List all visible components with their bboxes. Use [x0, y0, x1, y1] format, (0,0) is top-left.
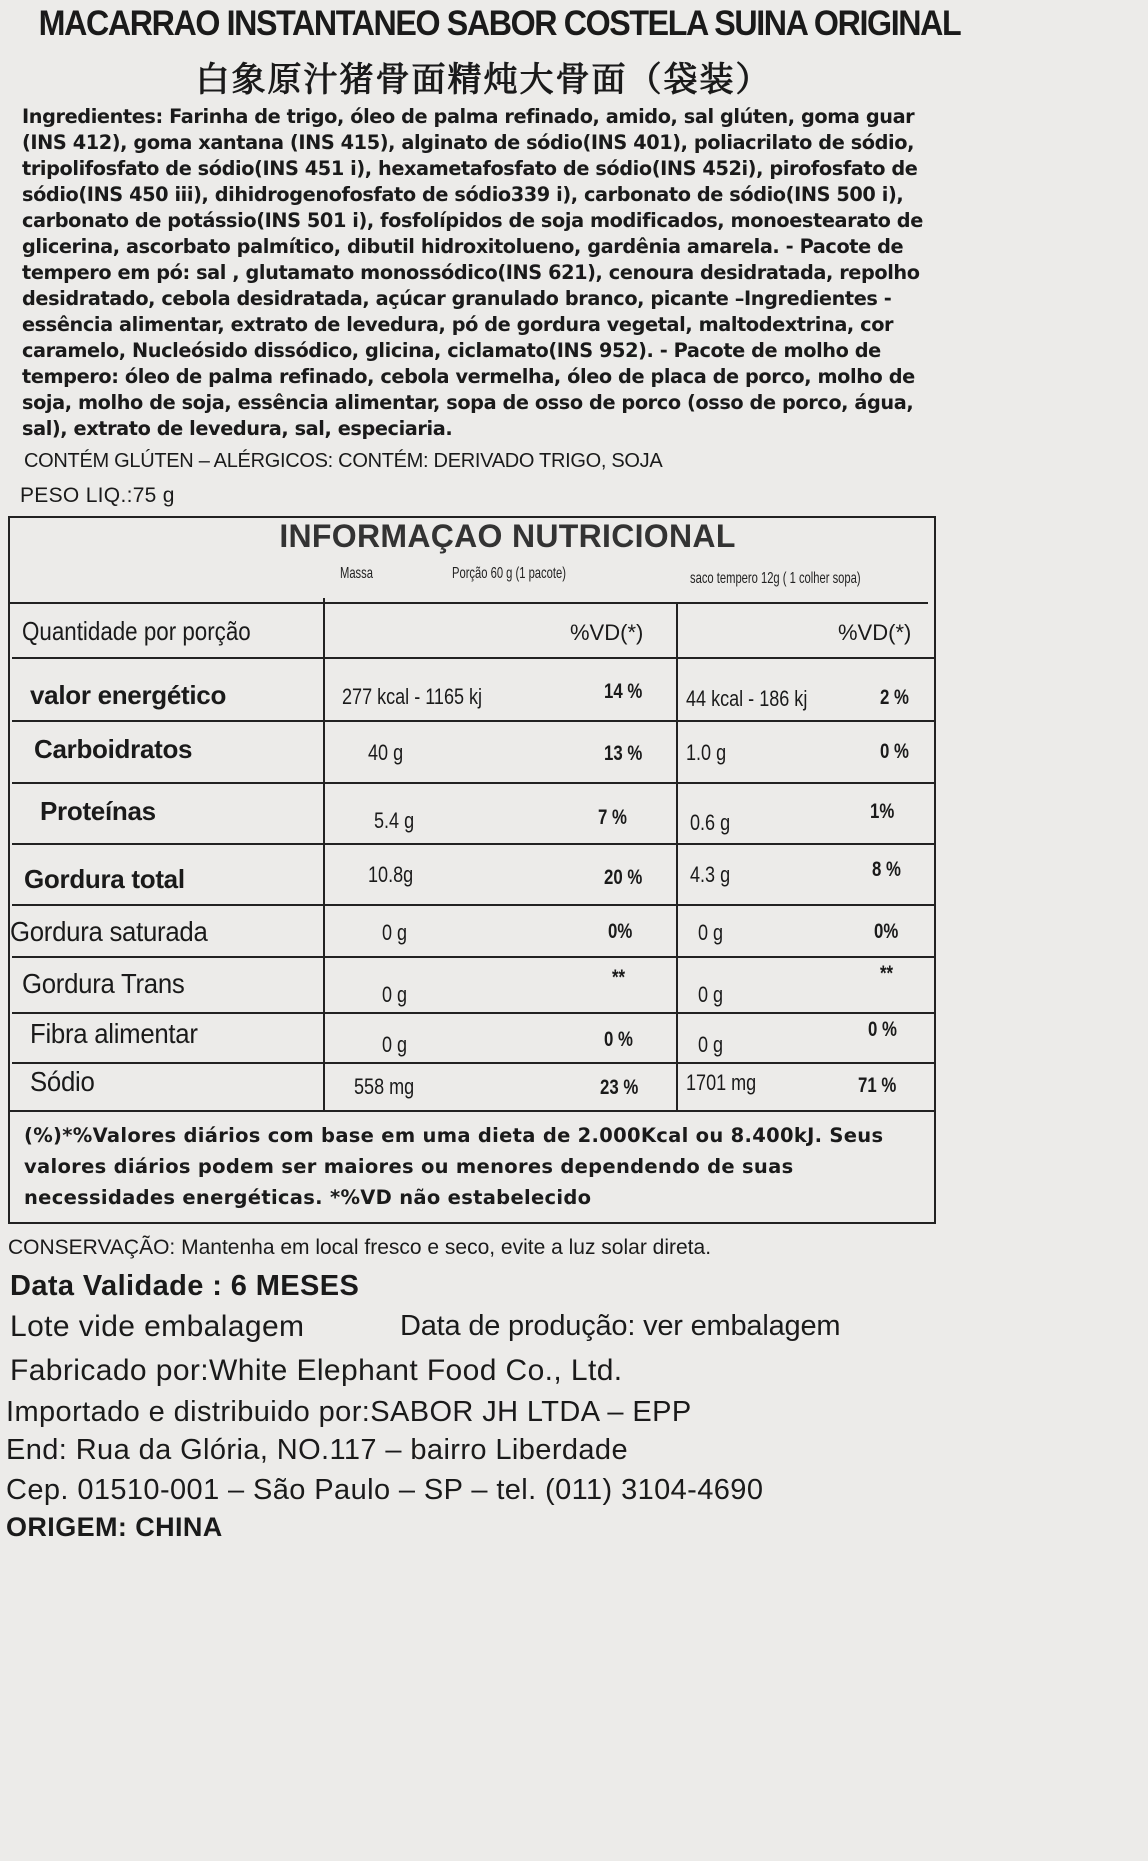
ingredients-text: Ingredientes: Farinha de trigo, óleo de palma refinado, amido, sal glúten, goma guar (INS 412), goma xantana (INS 415), alginato de sódio(INS 401), poliacrilato de sódio, tripolifosfato de sódio(INS 451 i), hexametafosfato de sódio(INS 452i), pirofosfato de sódio(INS 450 iii), dihidrogenofosfato de sódio339 i), carbonato de sódio(INS 500 i), carbonato de potássio(INS 501 i), fosfolípidos de soja modificados, monoestearato de glicerina, ascorbato palmítico, dibutil hidroxitolueno, gardênia amarela. - Pacote de tempero em pó: sal , glutamato monossódico(INS 621), cenoura desidratada, repolho desidratado, cebola desidratada, açúcar granulado branco, picante –Ingredientes - essência alimentar, extrato de levedura, pó de gordura vegetal, maltodextrina, cor caramelo, Nucleósido dissódico, glicina, ciclamato(INS 952). - Pacote de molho de tempero: óleo de palma refinado, cebola vermelha, óleo de placa de porco, molho de soja, molho de soja, essência alimentar, sopa de osso de porco (osso de porco, água, sal), extrato de levedura, sal, especiaria.: [22, 105, 923, 440]
table-divider: [12, 782, 934, 784]
column-porcao: Porção 60 g (1 pacote): [452, 565, 566, 582]
nutrient-label: Sódio: [30, 1066, 95, 1097]
nutrient-pct-massa: 23 %: [600, 1076, 639, 1099]
nutrient-value-massa: 10.8g: [368, 862, 414, 887]
nutrient-value-massa: 5.4 g: [374, 808, 415, 833]
product-title-pt: MACARRAO INSTANTANEO SABOR COSTELA SUINA ORIGINAL: [38, 4, 961, 43]
nutrient-pct-tempero: 2 %: [880, 686, 909, 709]
table-divider: [12, 1062, 934, 1064]
address-info: End: Rua da Glória, NO.117 – bairro Liberdade: [6, 1434, 628, 1466]
nutrient-label: Proteínas: [40, 796, 156, 826]
zip-phone-info: Cep. 01510-001 – São Paulo – SP – tel. (011) 3104-4690: [6, 1474, 764, 1506]
table-column-line: [676, 602, 678, 1110]
nutrient-label: Gordura saturada: [10, 916, 208, 947]
header-quantity-label: Quantidade por porção: [22, 616, 251, 646]
nutrient-value-tempero: 0.6 g: [690, 810, 731, 835]
nutrient-pct-tempero: 0 %: [880, 740, 909, 763]
table-divider: [12, 843, 934, 845]
column-tempero: saco tempero 12g ( 1 colher sopa): [690, 570, 861, 587]
nutrition-title: INFORMAÇAO NUTRICIONAL: [279, 518, 736, 554]
nutrient-label: Gordura Trans: [22, 968, 185, 999]
nutrient-pct-massa: **: [612, 966, 626, 989]
nutrient-label: Gordura total: [24, 864, 185, 894]
manufacturer-info: Fabricado por:White Elephant Food Co., Ltd.: [10, 1354, 623, 1387]
allergen-statement: CONTÉM GLÚTEN – ALÉRGICOS: CONTÉM: DERIVADO TRIGO, SOJA: [24, 450, 663, 472]
nutrient-value-massa: 277 kcal - 1165 kj: [342, 684, 483, 709]
column-massa: Massa: [340, 565, 373, 582]
daily-value-footnote: (%)*%Valores diários com base em uma dieta de 2.000Kcal ou 8.400kJ. Seus valores diários podem ser maiores ou menores dependendo de suas necessidades energéticas. *%VD não estabelecido: [24, 1124, 884, 1209]
nutrient-pct-massa: 0%: [608, 920, 633, 943]
nutrient-pct-massa: 13 %: [604, 742, 643, 765]
table-column-line: [323, 598, 325, 1110]
nutrient-pct-massa: 0 %: [604, 1028, 633, 1051]
net-weight: PESO LIQ.:75 g: [20, 484, 175, 507]
table-divider: [12, 720, 934, 722]
nutrient-value-tempero: 4.3 g: [690, 862, 731, 887]
nutrient-value-massa: 0 g: [382, 982, 408, 1007]
nutrient-value-tempero: 0 g: [698, 1032, 724, 1057]
nutrient-value-massa: 0 g: [382, 920, 408, 945]
nutrient-label: valor energético: [30, 680, 227, 710]
nutrient-value-tempero: 0 g: [698, 982, 724, 1007]
importer-info: Importado e distribuido por:SABOR JH LTDA – EPP: [6, 1396, 692, 1428]
nutrient-value-tempero: 1701 mg: [686, 1070, 757, 1095]
nutrient-value-massa: 558 mg: [354, 1074, 415, 1099]
expiry-info: Data Validade : 6 MESES: [10, 1270, 360, 1302]
storage-instructions: CONSERVAÇÃO: Mantenha em local fresco e seco, evite a luz solar direta.: [8, 1236, 712, 1259]
nutrient-value-tempero: 1.0 g: [686, 740, 727, 765]
nutrient-value-massa: 40 g: [368, 740, 404, 765]
origin-info: ORIGEM: CHINA: [6, 1512, 223, 1542]
product-title-cn: 白象原汁猪骨面精炖大骨面（袋装）: [195, 60, 772, 100]
table-divider: [8, 602, 928, 604]
table-divider: [12, 1012, 934, 1014]
nutrient-label: Carboidratos: [34, 734, 193, 764]
nutrient-pct-tempero: 0%: [874, 920, 899, 943]
nutrient-value-tempero: 0 g: [698, 920, 724, 945]
nutrient-value-massa: 0 g: [382, 1032, 408, 1057]
nutrient-value-tempero: 44 kcal - 186 kj: [686, 686, 808, 711]
nutrient-pct-tempero: 71 %: [858, 1074, 897, 1097]
nutrient-pct-tempero: 1%: [870, 800, 895, 823]
table-divider: [12, 904, 934, 906]
lot-info: Lote vide embalagem: [10, 1310, 305, 1343]
header-pct-tempero: %VD(*): [838, 620, 912, 645]
nutrient-pct-tempero: 8 %: [872, 858, 901, 881]
table-divider: [12, 956, 934, 958]
nutrient-pct-massa: 20 %: [604, 866, 643, 889]
nutrient-label: Fibra alimentar: [30, 1018, 198, 1049]
nutrient-pct-massa: 7 %: [598, 806, 627, 829]
nutrient-pct-massa: 14 %: [604, 680, 643, 703]
table-divider: [12, 657, 934, 659]
production-date-info: Data de produção: ver embalagem: [400, 1310, 841, 1342]
table-divider: [8, 1110, 936, 1112]
nutrient-pct-tempero: 0 %: [868, 1018, 897, 1041]
header-pct-massa: %VD(*): [570, 620, 644, 645]
nutrient-pct-tempero: **: [880, 962, 894, 985]
